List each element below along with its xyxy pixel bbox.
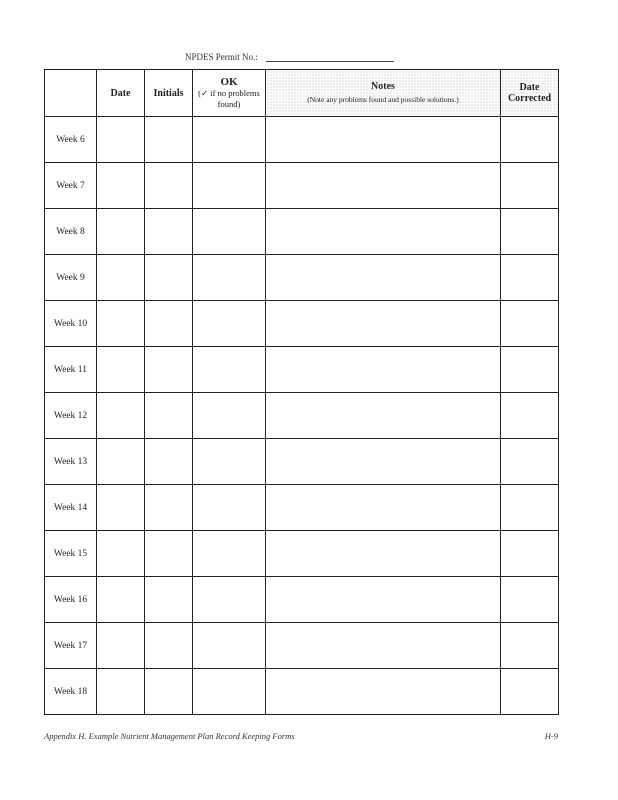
week-label: Week 15 [45,531,97,577]
table-row [45,163,559,209]
notes-column-header [266,70,501,117]
date-corrected-cell[interactable] [501,577,559,623]
date-cell[interactable] [97,485,145,531]
date-cell[interactable] [97,163,145,209]
ok-cell[interactable] [193,531,266,577]
week-label: Week 6 [45,117,97,163]
initials-column-header: Initials [145,70,193,117]
table-row [45,301,559,347]
week-label: Week 17 [45,623,97,669]
date-cell[interactable] [97,347,145,393]
notes-cell[interactable] [266,117,501,163]
initials-cell[interactable] [145,117,193,163]
week-label: Week 10 [45,301,97,347]
notes-cell[interactable] [266,623,501,669]
notes-cell[interactable] [266,531,501,577]
initials-cell[interactable] [145,577,193,623]
notes-cell[interactable] [266,347,501,393]
date-corrected-cell[interactable] [501,347,559,393]
ok-cell[interactable] [193,439,266,485]
initials-cell[interactable] [145,485,193,531]
table-row [45,577,559,623]
date-corrected-cell[interactable] [501,163,559,209]
date-corrected-cell[interactable] [501,393,559,439]
initials-cell[interactable] [145,347,193,393]
notes-cell[interactable] [266,393,501,439]
permit-number-blank[interactable] [266,53,394,62]
week-label: Week 9 [45,255,97,301]
week-label: Week 12 [45,393,97,439]
week-label: Week 8 [45,209,97,255]
page-footer [44,731,558,741]
table-row [45,393,559,439]
initials-cell[interactable] [145,531,193,577]
permit-number-label: NPDES Permit No.: [185,52,258,62]
permit-number-field [185,52,394,62]
date-cell[interactable] [97,623,145,669]
date-corrected-cell[interactable] [501,117,559,163]
week-column-header [45,70,97,117]
table-row [45,255,559,301]
ok-cell[interactable] [193,577,266,623]
date-corrected-cell[interactable] [501,531,559,577]
initials-cell[interactable] [145,439,193,485]
table-row [45,531,559,577]
ok-cell[interactable] [193,163,266,209]
week-label: Week 13 [45,439,97,485]
ok-cell[interactable] [193,347,266,393]
date-cell[interactable] [97,209,145,255]
ok-cell[interactable] [193,485,266,531]
week-label: Week 14 [45,485,97,531]
date-corrected-cell[interactable] [501,255,559,301]
initials-cell[interactable] [145,209,193,255]
week-label: Week 11 [45,347,97,393]
notes-cell[interactable] [266,439,501,485]
notes-cell[interactable] [266,163,501,209]
table-body [45,117,559,715]
notes-cell[interactable] [266,209,501,255]
week-label: Week 16 [45,577,97,623]
date-cell[interactable] [97,393,145,439]
ok-cell[interactable] [193,209,266,255]
ok-column-subtitle: (✓ if no problems found) [198,87,260,109]
table-header-row [45,70,559,117]
date-corrected-cell[interactable] [501,209,559,255]
week-label: Week 7 [45,163,97,209]
date-cell[interactable] [97,117,145,163]
table-row [45,347,559,393]
date-cell[interactable] [97,439,145,485]
notes-cell[interactable] [266,577,501,623]
ok-cell[interactable] [193,623,266,669]
ok-cell[interactable] [193,669,266,715]
notes-cell[interactable] [266,669,501,715]
notes-cell[interactable] [266,255,501,301]
date-cell[interactable] [97,669,145,715]
initials-cell[interactable] [145,163,193,209]
date-cell[interactable] [97,531,145,577]
notes-column-title: Notes [371,81,395,92]
table-row [45,117,559,163]
date-cell[interactable] [97,577,145,623]
table-row [45,485,559,531]
date-cell[interactable] [97,301,145,347]
initials-cell[interactable] [145,623,193,669]
initials-cell[interactable] [145,669,193,715]
ok-column-header [193,70,266,117]
date-corrected-cell[interactable] [501,623,559,669]
notes-column-subtitle: (Note any problems found and possible solutions.) [307,95,459,104]
table-row [45,669,559,715]
table-row [45,439,559,485]
table-row [45,209,559,255]
initials-cell[interactable] [145,393,193,439]
date-corrected-cell[interactable] [501,485,559,531]
weekly-inspection-table [44,69,559,715]
date-column-header: Date [97,70,145,117]
date-corrected-column-header: Date Corrected [501,70,559,117]
initials-cell[interactable] [145,301,193,347]
footer-caption: Appendix H. Example Nutrient Management Plan Record Keeping Forms [44,731,295,741]
ok-column-title: OK [220,75,238,88]
week-label: Week 18 [45,669,97,715]
initials-cell[interactable] [145,255,193,301]
date-corrected-cell[interactable] [501,439,559,485]
date-corrected-cell[interactable] [501,669,559,715]
table-row [45,623,559,669]
ok-cell[interactable] [193,117,266,163]
date-corrected-cell[interactable] [501,301,559,347]
notes-cell[interactable] [266,301,501,347]
ok-cell[interactable] [193,255,266,301]
ok-cell[interactable] [193,301,266,347]
notes-cell[interactable] [266,485,501,531]
page-number: H-9 [544,731,558,741]
date-cell[interactable] [97,255,145,301]
ok-cell[interactable] [193,393,266,439]
